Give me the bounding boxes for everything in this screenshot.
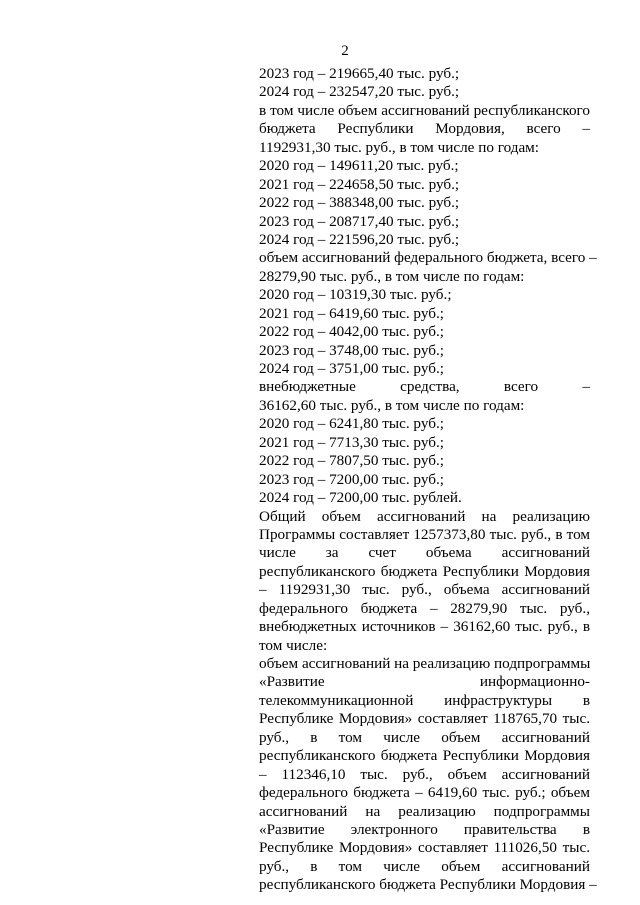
text-line: Республике Мордовия» составляет 118765,70 тыс. — [259, 710, 590, 728]
document-text-column — [259, 65, 597, 895]
text-line: ассигнований на реализацию подпрограммы — [259, 802, 590, 820]
text-line: руб., в том числе объем ассигнований — [259, 728, 590, 746]
text-line: 1192931,30 тыс. руб., в том числе по годам: — [259, 138, 540, 156]
text-line: 2020 год – 149611,20 тыс. руб.; — [259, 157, 459, 175]
text-line: 2021 год – 7713,30 тыс. руб.; — [259, 433, 444, 451]
text-line: Республике Мордовия» составляет 111026,50 тыс. — [259, 839, 590, 857]
text-line: внебюджетных источников – 36162,60 тыс. руб., в — [259, 618, 590, 636]
text-line: «Развитие электронного правительства в — [259, 820, 590, 838]
text-line: 28279,90 тыс. руб., в том числе по годам: — [259, 267, 525, 285]
text-line: «Развитие информационно- — [259, 673, 590, 691]
text-line: федерального бюджета – 28279,90 тыс. руб., — [259, 599, 590, 617]
text-line: 2023 год – 208717,40 тыс. руб.; — [259, 212, 460, 230]
text-line: 2020 год – 10319,30 тыс. руб.; — [259, 286, 452, 304]
text-line: 2024 год – 3751,00 тыс. руб.; — [259, 360, 444, 377]
text-line: бюджета Республики Мордовия, всего – — [259, 120, 590, 138]
text-line: 2023 год – 7200,00 тыс. руб.; — [259, 470, 444, 488]
text-line: внебюджетные средства, всего – — [259, 378, 590, 396]
text-line: 2022 год – 388348,00 тыс. руб.; — [259, 194, 460, 212]
text-line: 2021 год – 224658,50 тыс. руб.; — [259, 175, 460, 193]
text-line: – 112346,10 тыс. руб., объем ассигнований — [259, 765, 590, 783]
text-line: числе за счет объема ассигнований — [259, 544, 590, 562]
text-line: 36162,60 тыс. руб., в том числе по годам: — [259, 396, 525, 414]
text-line: федерального бюджета – 6419,60 тыс. руб.; объем — [259, 784, 590, 802]
text-line: 2023 год – 3748,00 тыс. руб.; — [259, 341, 444, 359]
text-line: том числе: — [259, 636, 328, 654]
text-line: 2021 год – 6419,60 тыс. руб.; — [259, 304, 444, 322]
text-line: – 1192931,30 тыс. руб., объема ассигнований — [259, 581, 590, 599]
text-line: республиканского бюджета Республики Мордовия — [259, 747, 590, 765]
text-line: республиканского бюджета Республики Мордовия – — [259, 876, 597, 894]
text-line: 2022 год – 7807,50 тыс. руб.; — [259, 452, 444, 470]
text-line: 2022 год – 4042,00 тыс. руб.; — [259, 323, 444, 341]
page-number: 2 — [341, 43, 349, 59]
text-line: телекоммуникационной инфраструктуры в — [259, 691, 590, 709]
text-line: в том числе объем ассигнований республиканского — [259, 101, 590, 119]
text-line: Общий объем ассигнований на реализацию — [259, 507, 590, 525]
text-line: объем ассигнований на реализацию подпрограммы — [259, 655, 591, 672]
text-line: 2024 год – 221596,20 тыс. руб.; — [259, 230, 460, 248]
text-line: руб., в том числе объем ассигнований — [259, 857, 590, 875]
text-line: республиканского бюджета Республики Мордовия — [259, 562, 590, 580]
text-line: 2024 год – 7200,00 тыс. рублей. — [259, 489, 462, 507]
text-line: Программы составляет 1257373,80 тыс. руб., в том — [259, 525, 590, 543]
text-line: 2024 год – 232547,20 тыс. руб.; — [259, 83, 460, 101]
text-line: объем ассигнований федерального бюджета, всего – — [259, 249, 597, 267]
text-line: 2023 год – 219665,40 тыс. руб.; — [259, 65, 460, 82]
text-line: 2020 год – 6241,80 тыс. руб.; — [259, 415, 444, 433]
